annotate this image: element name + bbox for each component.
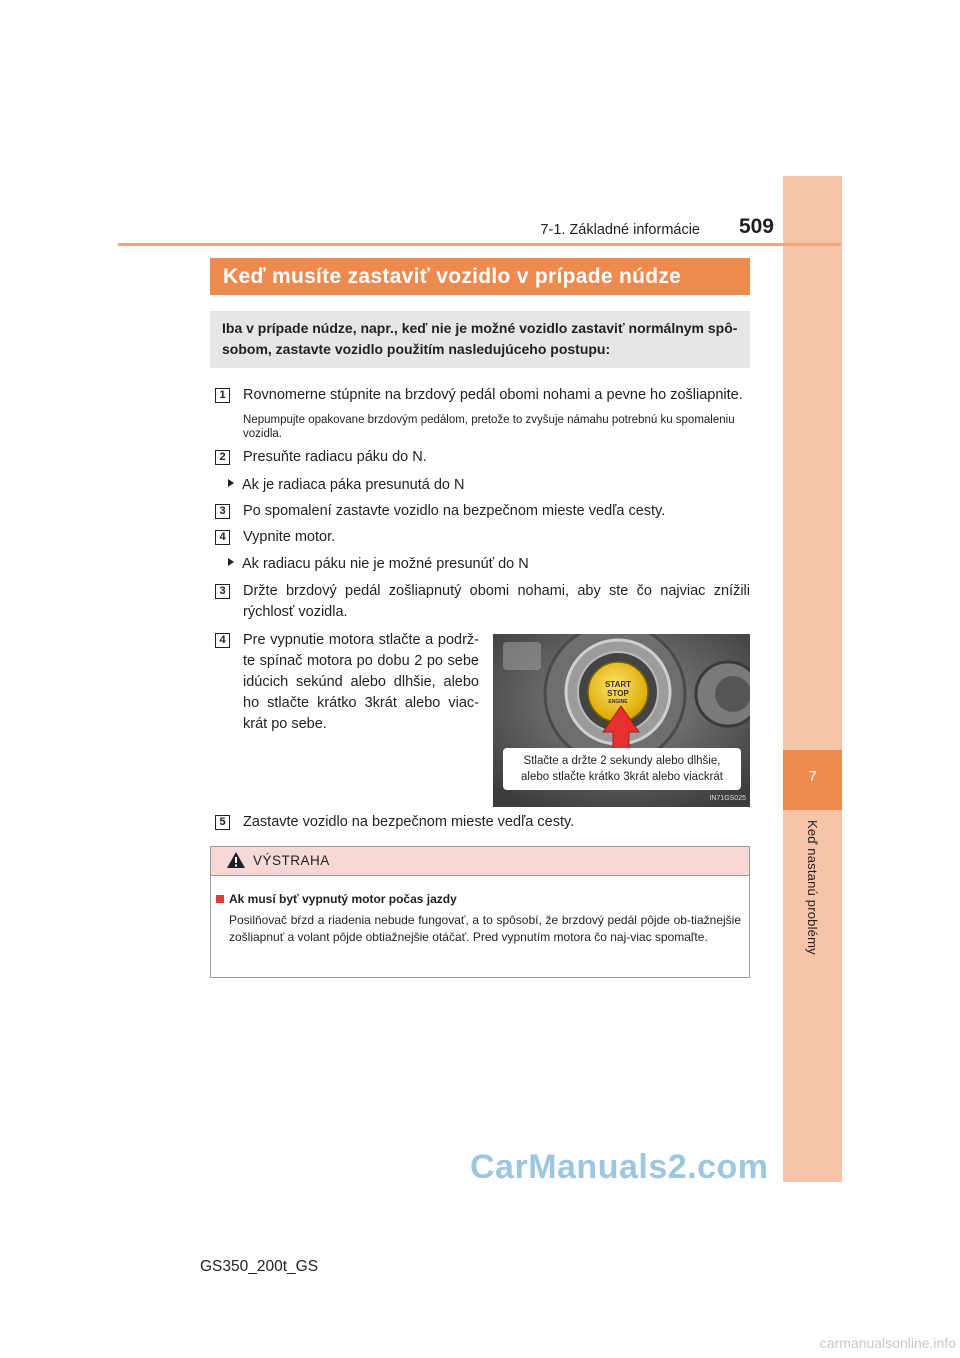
watermark-primary: CarManuals2.com: [470, 1148, 769, 1186]
condition-text: Ak radiacu páku nie je možné presunúť do N: [242, 556, 529, 572]
step-number: 1: [215, 388, 230, 403]
step-number: 2: [215, 450, 230, 465]
caption-line: alebo stlačte krátko 3krát alebo viackrát: [521, 771, 723, 783]
warning-text: Posilňovač bŕzd a riadenia nebude fungovať, a to spôsobí, že brzdový pedál pôjde ob-tiažnejšie zošliapnuť a volant pôjde obtiažnejšie otáčať. Pred vypnutím motora čo naj-viac spomaľte.: [229, 913, 741, 944]
condition-item: [228, 475, 748, 496]
figure-caption: [503, 748, 741, 790]
button-label-stop: STOP: [607, 689, 629, 698]
button-label-start: START: [604, 680, 632, 689]
step-number: 3: [215, 584, 230, 599]
step-number: 5: [215, 815, 230, 830]
step-number: 3: [215, 504, 230, 519]
chapter-number: 7: [808, 768, 817, 785]
step-number: 4: [215, 633, 230, 648]
page-title: Keď musíte zastaviť vozidlo v prípade núdze: [210, 258, 750, 295]
chapter-title: Keď nastanú problémy: [805, 820, 820, 955]
step-number: 4: [215, 530, 230, 545]
footer-model: GS350_200t_GS: [200, 1258, 319, 1275]
button-label-engine: ENGINE: [608, 699, 628, 705]
step-text: Vypnite motor.: [243, 529, 336, 545]
step-text: Po spomalení zastavte vozidlo na bezpečnom mieste vedľa cesty.: [243, 503, 666, 519]
step-text: Zastavte vozidlo na bezpečnom mieste vedľa cesty.: [243, 814, 575, 830]
page-number: 509: [738, 215, 774, 238]
warning-label: VÝSTRAHA: [253, 853, 330, 868]
square-bullet-icon: [216, 895, 224, 903]
warning-triangle-icon: [226, 851, 246, 869]
step-text: Presuňte radiacu páku do N.: [243, 449, 427, 465]
step-note: Nepumpujte opakovane brzdovým pedálom, pretože to zvyšuje námahu potrebnú ku spomaleniu vozidla.: [243, 414, 735, 440]
triangle-bullet-icon: [228, 479, 234, 487]
warning-subheading: [216, 892, 457, 906]
watermark-secondary: carmanualsonline.info: [819, 1335, 956, 1351]
step-text: Rovnomerne stúpnite na brzdový pedál obomi nohami a pevne ho zošliapnite.: [243, 387, 743, 403]
step-text: Pre vypnutie motora stlačte a podrž-te spínač motora po dobu 2 po sebe idúcich sekúnd alebo dlhšie, alebo ho stlačte krátko 3krát alebo viac-krát po sebe.: [243, 632, 479, 732]
figure-code: IN71GS025: [709, 795, 746, 802]
step-text: Držte brzdový pedál zošliapnutý obomi nohami, aby ste čo najviac znížili rýchlosť vozidla.: [243, 583, 750, 620]
chapter-tab-band: [783, 176, 842, 1182]
intro-box: Iba v prípade núdze, napr., keď nie je možné vozidlo zastaviť normálnym spô-sobom, zastavte vozidlo použitím nasledujúceho postupu:: [210, 311, 750, 368]
condition-item: [228, 554, 748, 575]
condition-text: Ak je radiaca páka presunutá do N: [242, 477, 465, 493]
section-title: 7-1. Základné informácie: [540, 222, 700, 238]
triangle-bullet-icon: [228, 558, 234, 566]
warning-subheading-text: Ak musí byť vypnutý motor počas jazdy: [229, 892, 457, 906]
header-rule: [118, 243, 841, 246]
caption-line: Stlačte a držte 2 sekundy alebo dlhšie,: [523, 755, 721, 767]
